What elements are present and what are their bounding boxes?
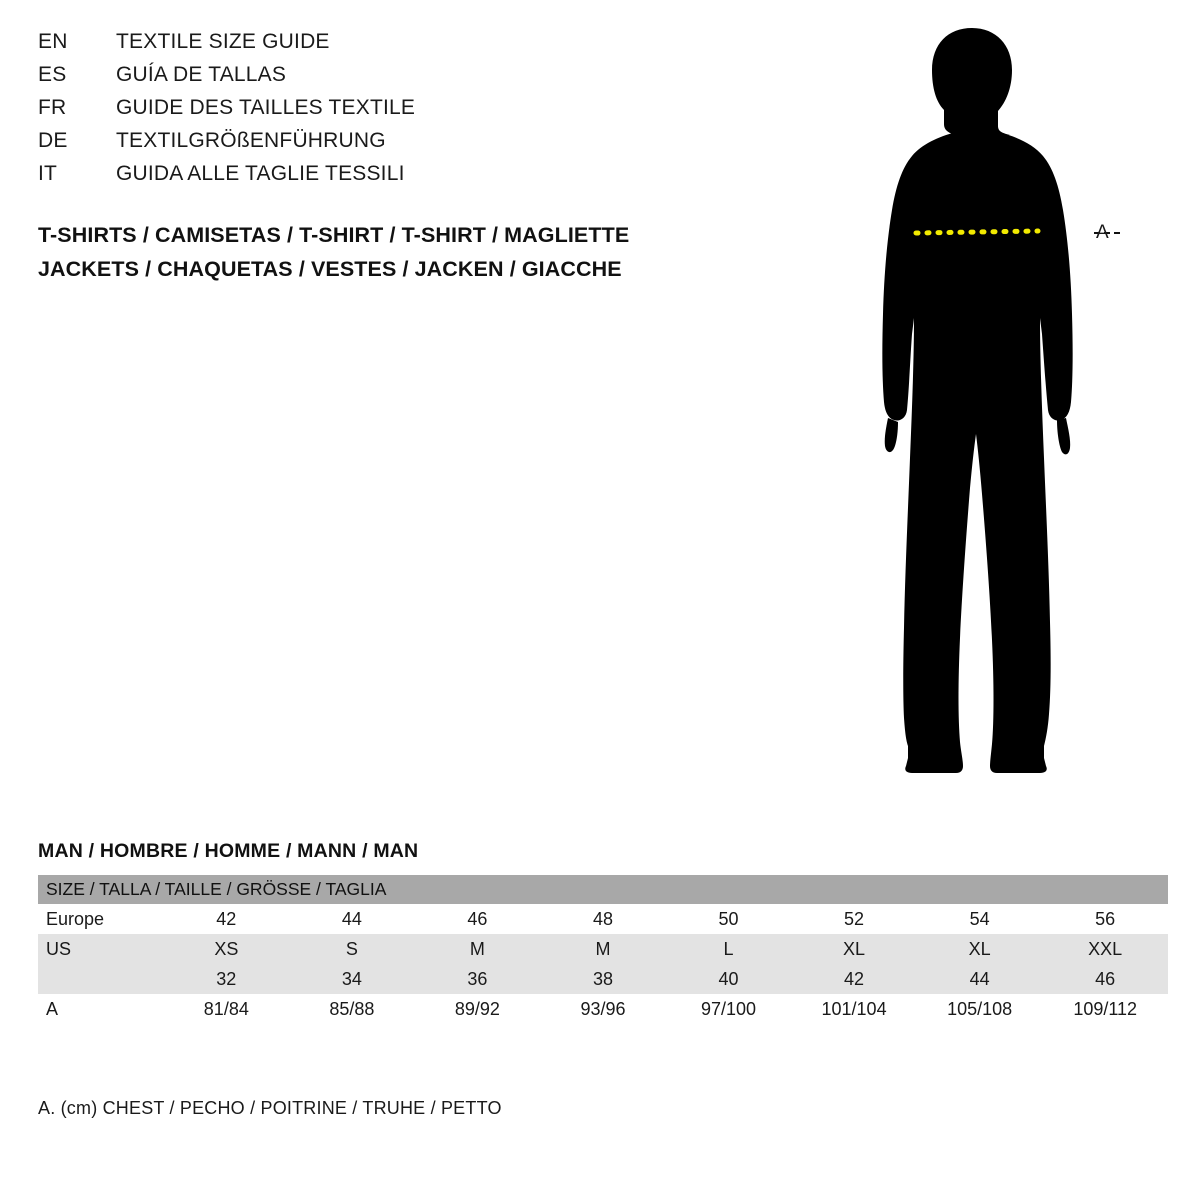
table-cell: 81/84 [164,994,290,1024]
table-row [38,964,1168,994]
table-cell: 42 [791,964,917,994]
category-line-jackets: JACKETS / CHAQUETAS / VESTES / JACKEN / GIACCHE [38,257,622,281]
language-row [38,63,738,96]
table-cell: 56 [1042,904,1168,934]
table-cell: XXL [1042,934,1168,964]
language-row [38,30,738,63]
table-cell: 46 [415,904,541,934]
male-silhouette-icon [860,18,1160,788]
table-cell: 38 [540,964,666,994]
language-code: ES [38,63,67,86]
table-cell: 40 [666,964,792,994]
table-cell: 85/88 [289,994,415,1024]
table-cell: 97/100 [666,994,792,1024]
table-cell: 44 [917,964,1043,994]
table-cell: 50 [666,904,792,934]
table-cell: 109/112 [1042,994,1168,1024]
language-title: GUIDE DES TAILLES TEXTILE [116,96,416,119]
table-cell: 101/104 [791,994,917,1024]
language-row [38,162,738,195]
language-code: FR [38,96,67,119]
body-silhouette-figure [860,18,1160,788]
table-cell: 89/92 [415,994,541,1024]
table-header-label: SIZE / TALLA / TAILLE / GRÖSSE / TAGLIA [38,875,1168,904]
table-cell: 52 [791,904,917,934]
table-header-row [38,875,1168,904]
language-title: GUIDA ALLE TAGLIE TESSILI [116,162,405,185]
language-code: DE [38,129,68,152]
table-cell: 42 [164,904,290,934]
category-line-tshirts: T-SHIRTS / CAMISETAS / T-SHIRT / T-SHIRT / MAGLIETTE [38,223,630,247]
language-code: IT [38,162,58,185]
row-label: A [38,994,164,1024]
table-row [38,904,1168,934]
footnote-chest: A. (cm) CHEST / PECHO / POITRINE / TRUHE / PETTO [38,1098,502,1118]
language-row [38,129,738,162]
table-cell: 44 [289,904,415,934]
table-cell: M [415,934,541,964]
size-table [38,875,1168,1024]
row-label [38,964,164,994]
language-row [38,96,738,129]
table-cell: M [540,934,666,964]
row-label: US [38,934,164,964]
table-cell: XL [791,934,917,964]
table-cell: 32 [164,964,290,994]
language-title: GUÍA DE TALLAS [116,63,287,86]
table-cell: 105/108 [917,994,1043,1024]
language-title: TEXTILGRÖßENFÜHRUNG [116,129,386,152]
table-row [38,994,1168,1024]
language-title: TEXTILE SIZE GUIDE [116,30,330,53]
table-cell: 93/96 [540,994,666,1024]
size-table-section [38,840,1168,1024]
category-block [38,218,798,286]
measure-label-a: A [1096,222,1110,243]
table-cell: 36 [415,964,541,994]
row-label: Europe [38,904,164,934]
table-cell: XS [164,934,290,964]
table-cell: 54 [917,904,1043,934]
table-cell: 46 [1042,964,1168,994]
language-code: EN [38,30,68,53]
language-header-block [38,30,738,195]
table-cell: 48 [540,904,666,934]
table-cell: XL [917,934,1043,964]
table-row [38,934,1168,964]
table-cell: S [289,934,415,964]
table-cell: 34 [289,964,415,994]
table-group-title: MAN / HOMBRE / HOMME / MANN / MAN [38,840,419,862]
table-cell: L [666,934,792,964]
